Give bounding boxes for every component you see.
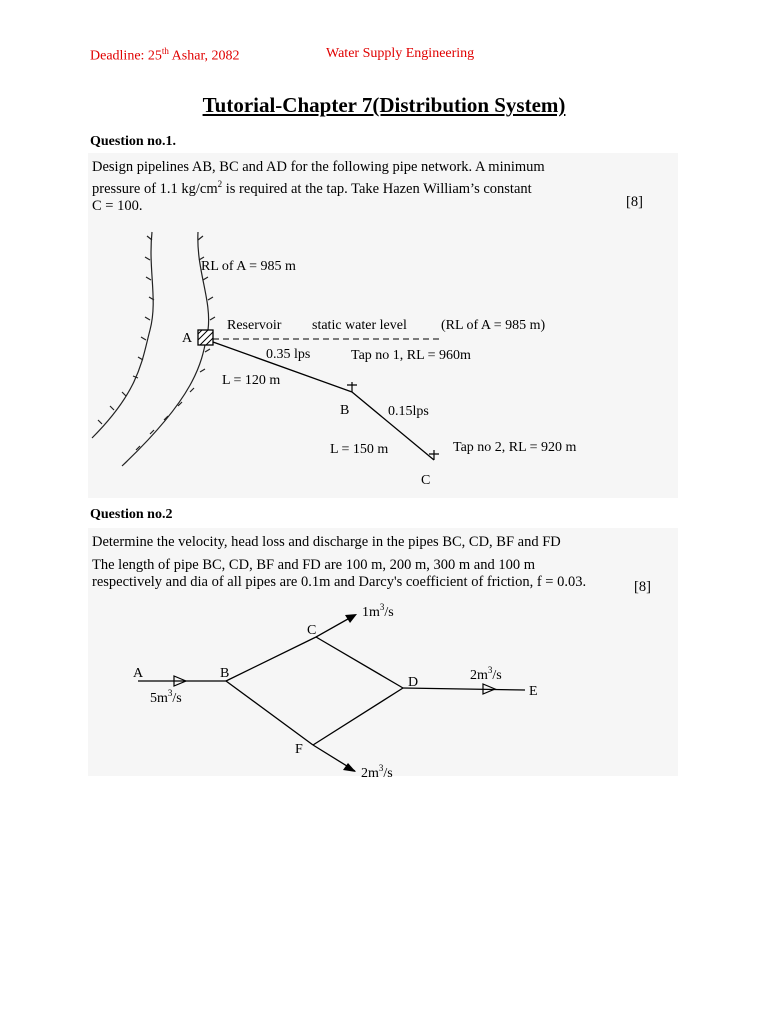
tap-2-label: Tap no 2, RL = 920 m: [453, 440, 577, 455]
node-c-label: C: [421, 473, 431, 488]
outflow-c-label: $1m^3/s$: [362, 602, 394, 620]
node-a-label: A: [182, 331, 193, 346]
node-c2-label: C: [307, 623, 317, 638]
length-bc-label: L = 150 m: [330, 442, 389, 457]
node-d2-label: D: [408, 675, 419, 690]
reservoir-label: Reservoir: [227, 318, 282, 333]
question-1-marks: [8]: [626, 194, 643, 210]
flow-bc-label: 0.15lps: [388, 404, 429, 419]
page-title: Tutorial-Chapter 7(Distribution System): [202, 93, 566, 117]
deadline: Deadline: 25th Ashar, 2082: [90, 46, 240, 64]
node-e2-label: E: [529, 684, 538, 699]
outflow-f-label: $2m^3/s$: [361, 763, 393, 781]
rl-a-right-label: (RL of A = 985 m): [441, 318, 546, 333]
outflow-c-arrow-icon: [345, 614, 357, 623]
length-ab-label: L = 120 m: [222, 373, 281, 388]
static-water-level-label: static water level: [312, 318, 407, 333]
question-2-text: Determine the velocity, head loss and discharge in the pipes BC, CD, BF and FD The length of pipe BC, CD, BF and FD are 100 m, 200 m, 300 m and 100 m respectively and dia of all pipes are 0.1m and Darcy's coefficient of friction, f = 0.03.: [92, 534, 587, 590]
question-1-label: Question no.1.: [90, 134, 176, 149]
flow-ab-label: 0.35 lps: [266, 347, 311, 362]
pipe-bc-2: [226, 637, 316, 681]
inflow-label: $5m^3/s$: [150, 688, 182, 706]
node-f2-label: F: [295, 742, 303, 757]
node-b2-label: B: [220, 666, 230, 681]
question-2-label: Question no.2: [90, 507, 173, 522]
course-name: Water Supply Engineering: [326, 46, 475, 61]
tap-1-label: Tap no 1, RL = 960m: [351, 348, 471, 363]
node-b-label: B: [340, 403, 350, 418]
rl-a-top-label: RL of A = 985 m: [201, 259, 296, 274]
question-2-marks: [8]: [634, 579, 651, 595]
pipe-bf-2: [226, 681, 313, 745]
outflow-d-label: $2m^3/s$: [470, 665, 502, 683]
node-a2-label: A: [133, 666, 144, 681]
pipe-cd-2: [316, 637, 403, 688]
pipe-de-2: [403, 688, 525, 690]
question-1-text: Design pipelines AB, BC and AD for the following pipe network. A minimum pressure of 1.1 $kg/cm^2$ is required at the tap. Take Hazen William’s constant C = 100.: [92, 159, 545, 214]
pipe-fd-2: [313, 688, 403, 745]
